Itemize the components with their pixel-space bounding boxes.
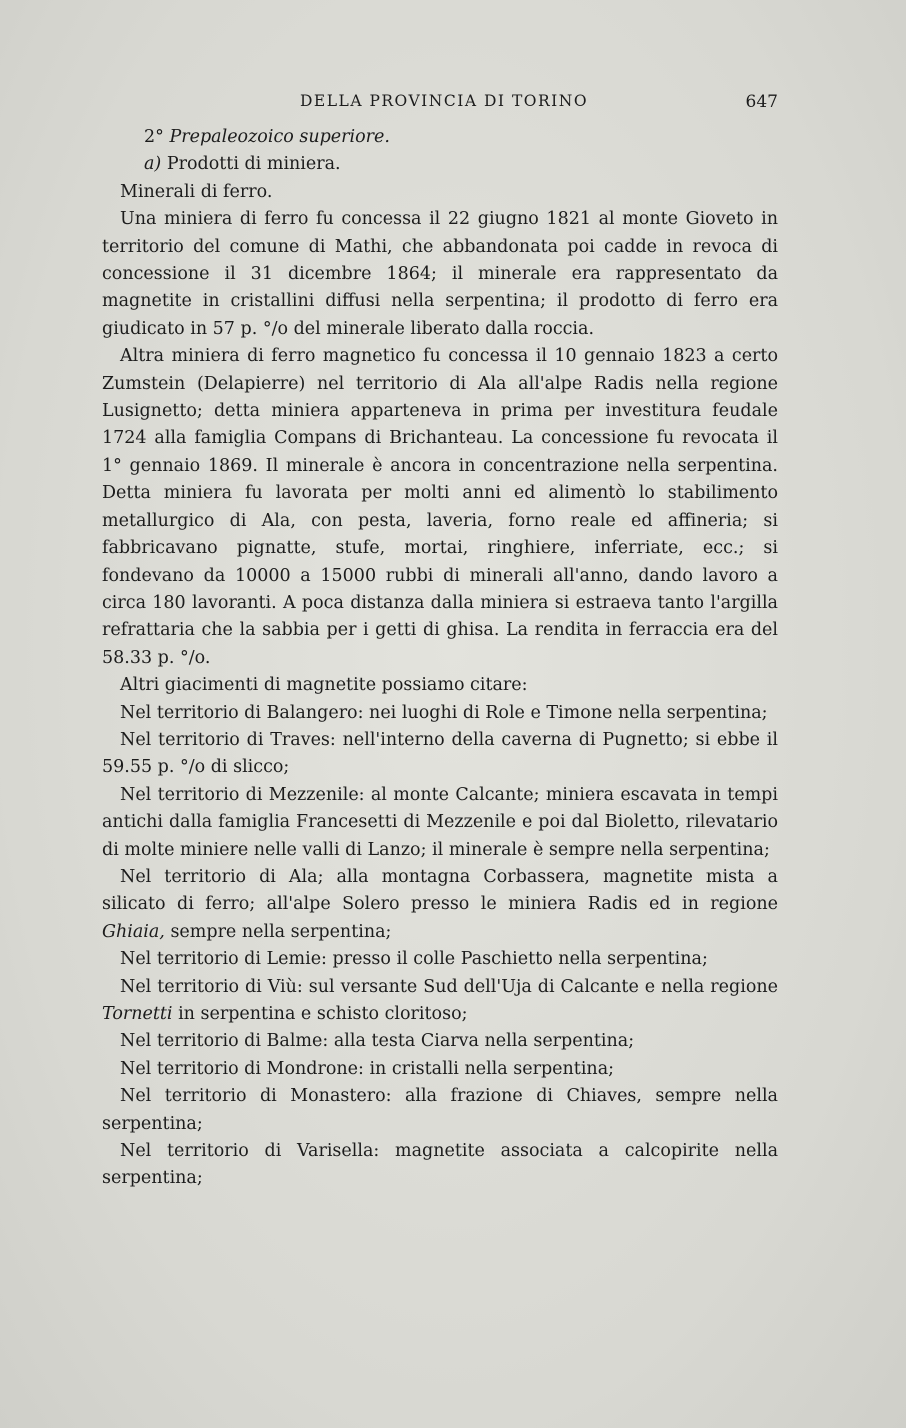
paragraph-traves: Nel territorio di Traves: nell'interno della caverna di Pugnetto; si ebbe il 59.55 p. °/o di slicco;: [102, 729, 778, 778]
subsection-marker: a): [144, 154, 162, 175]
paragraph-deposits-intro: Altri giacimenti di magnetite possiamo citare:: [120, 675, 528, 696]
page-header: [102, 92, 778, 116]
paragraph-mondrone: Nel territorio di Mondrone: in cristalli nella serpentina;: [120, 1058, 615, 1079]
viu-place-italic: Tornetti: [102, 1004, 173, 1024]
body-text: [102, 124, 778, 1193]
page-number: 647: [745, 92, 778, 112]
paragraph-lemie: Nel territorio di Lemie: presso il colle Paschietto nella serpentina;: [120, 949, 708, 970]
ala-text: Nel territorio di Ala; alla montagna Corbassera, magnetite mista a silicato di ferro; all'alpe Solero presso le miniera Radis ed in regione: [102, 866, 778, 915]
subsection-heading: [102, 151, 778, 178]
paragraph-balme: Nel territorio di Balme: alla testa Ciarva nella serpentina;: [120, 1031, 635, 1052]
paragraph-varisella: Nel territorio di Varisella: magnetite associata a calcopirite nella serpentina;: [102, 1141, 778, 1189]
minerals-heading: Minerali di ferro.: [120, 181, 273, 202]
paragraph-mathi: Una miniera di ferro fu concessa il 22 giugno 1821 al monte Gioveto in territorio del comune di Mathi, che abbandonata poi cadde in revoca di concessione il 31 dicembre 1864; il minerale era rappresentato da magnetite in cristallini diffusi nella serpentina; il prodotto di ferro era giudicato in 57 p. °/o del minerale liberato dalla roccia.: [102, 209, 778, 339]
ala-text-end: sempre nella serpentina;: [164, 921, 392, 942]
paragraph-mezzenile: Nel territorio di Mezzenile: al monte Calcante; miniera escavata in tempi antichi dalla famiglia Francesetti di Mezzenile e poi dal Bioletto, rilevatario di molte miniere nelle valli di Lanzo; il minerale è sempre nella serpentina;: [102, 784, 778, 860]
viu-text-end: in serpentina e schisto cloritoso;: [172, 1004, 468, 1024]
paragraph-viu: [102, 974, 778, 1029]
section-heading: [102, 124, 778, 151]
subsection-title: Prodotti di miniera.: [166, 154, 341, 175]
section-number: 2°: [144, 127, 164, 147]
paragraph-monastero: Nel territorio di Monastero: alla frazione di Chiaves, sempre nella serpentina;: [102, 1086, 778, 1134]
paragraph-ala-mine: Altra miniera di ferro magnetico fu concessa il 10 gennaio 1823 a certo Zumstein (Delapierre) nel territorio di Ala all'alpe Radis nella regione Lusignetto; detta miniera apparteneva in prima per investitura feudale 1724 alla famiglia Compans di Brichanteau. La concessione fu revocata il 1° gennaio 1869. Il minerale è ancora in concentrazione nella serpentina. Detta miniera fu lavorata per molti anni ed alimentò lo stabilimento metallurgico di Ala, con pesta, laveria, forno reale ed affineria; si fabbricavano pignatte, stufe, mortai, ringhiere, inferriate, ecc.; si fondevano da 10000 a 15000 rubbi di minerali all'anno, dando lavoro a circa 180 lavoranti. A poca distanza dalla miniera si estraeva tanto l'argilla refrattaria che la sabbia per i getti di ghisa. La rendita in ferraccia era del 58.33 p. °/o.: [102, 346, 778, 668]
paragraph-ala: [102, 864, 778, 946]
viu-text: Nel territorio di Viù: sul versante Sud dell'Uja di Calcante e nella regione: [120, 976, 778, 997]
ala-place-italic: Ghiaia,: [102, 921, 165, 942]
paragraph-balangero: Nel territorio di Balangero: nei luoghi di Role e Timone nella serpentina;: [120, 702, 768, 723]
section-title: Prepaleozoico superiore.: [169, 127, 390, 147]
running-head: DELLA PROVINCIA DI TORINO: [300, 92, 589, 110]
